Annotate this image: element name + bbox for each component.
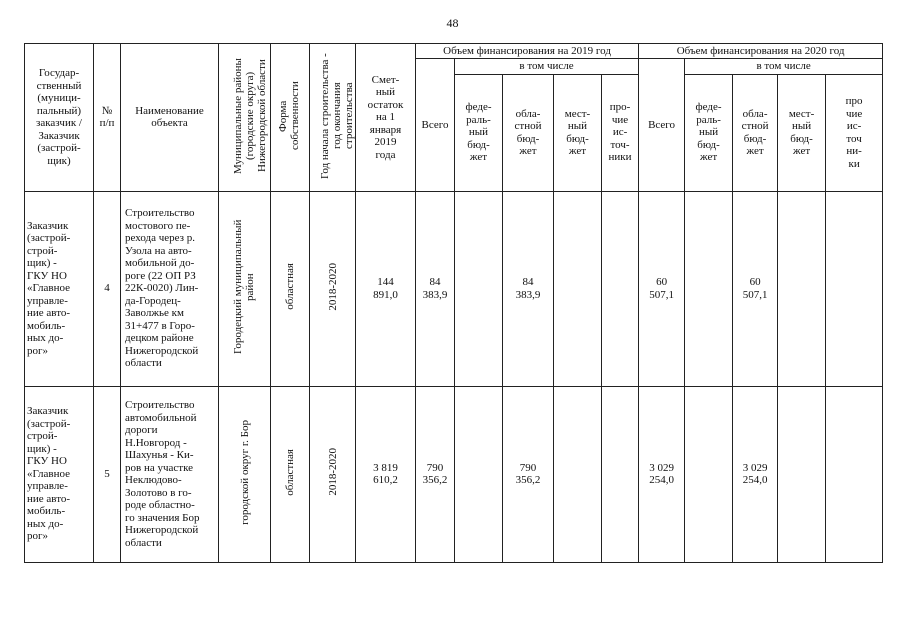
row-object-name: Строительство мостового пе- рехода через р. Узола на авто- мобильной до- роге (22 ОП РЗ 22К-0020) Лин- да-Городец- Заволжье км 31+477 в Горо- децком районе Нижегородской области xyxy=(121,191,219,386)
row-total-2019: 84 383,9 xyxy=(416,191,455,386)
row-ownership-cell xyxy=(271,191,310,386)
header-municipality: Муниципальные районы (городские округа) Нижегородской области xyxy=(231,57,268,174)
header-total-2020: Всего xyxy=(639,59,685,192)
row-years: 2018-2020 xyxy=(326,262,339,311)
row-ownership-cell xyxy=(271,386,310,562)
header-federal-2020: феде- раль- ный бюд- жет xyxy=(685,74,733,191)
row-other-2019 xyxy=(602,191,639,386)
row-total-2020: 60 507,1 xyxy=(639,191,685,386)
row-municipality: Городецкий муниципальный район xyxy=(231,219,256,354)
row-municipality-cell xyxy=(219,386,271,562)
header-other-2019: про- чие ис- точ- ники xyxy=(602,74,639,191)
row-regional-2020: 3 029 254,0 xyxy=(733,386,778,562)
header-balance: Смет- ный остаток на 1 января 2019 года xyxy=(356,44,416,192)
header-total-2019: Всего xyxy=(416,59,455,192)
row-number: 5 xyxy=(94,386,121,562)
row-local-2019 xyxy=(554,191,602,386)
row-other-2020 xyxy=(826,191,883,386)
header-including-2019: в том числе xyxy=(455,59,639,75)
header-years-cell xyxy=(310,44,356,192)
header-including-2020: в том числе xyxy=(685,59,883,75)
row-years-cell xyxy=(310,191,356,386)
row-other-2019 xyxy=(602,386,639,562)
header-fin-2020: Объем финансирования на 2020 год xyxy=(639,44,883,59)
row-total-2019: 790 356,2 xyxy=(416,386,455,562)
row-regional-2019: 84 383,9 xyxy=(503,191,554,386)
table-row xyxy=(25,386,883,562)
header-ownership-cell xyxy=(271,44,310,192)
header-fin-2019: Объем финансирования на 2019 год xyxy=(416,44,639,59)
table-row xyxy=(25,191,883,386)
header-ownership: Форма собственности xyxy=(277,81,301,150)
row-regional-2019: 790 356,2 xyxy=(503,386,554,562)
header-local-2020: мест- ный бюд- жет xyxy=(778,74,826,191)
row-customer: Заказчик (застрой- строй- щик) - ГКУ НО «Главное управле- ние авто- мобиль- ных до- рог» xyxy=(25,191,94,386)
row-local-2020 xyxy=(778,386,826,562)
header-customer: Государ- ственный (муници- пальный) заказчик / Заказчик (застрой- щик) xyxy=(25,44,94,192)
row-ownership: областная xyxy=(284,448,296,496)
header-object-name: Наименование объекта xyxy=(121,44,219,192)
row-balance: 3 819 610,2 xyxy=(356,386,416,562)
row-ownership: областная xyxy=(284,263,296,311)
row-total-2020: 3 029 254,0 xyxy=(639,386,685,562)
header-number: № п/п xyxy=(94,44,121,192)
row-regional-2020: 60 507,1 xyxy=(733,191,778,386)
row-local-2019 xyxy=(554,386,602,562)
row-object-name: Строительство автомобильной дороги Н.Новгород - Шахунья - Ки- ров на участке Неклюдово- Золотово в го- роде областно- го значения Бор Нижегородской области xyxy=(121,386,219,562)
row-other-2020 xyxy=(826,386,883,562)
row-customer: Заказчик (застрой- строй- щик) - ГКУ НО «Главное управле- ние авто- мобиль- ных до- рог» xyxy=(25,386,94,562)
row-federal-2019 xyxy=(455,191,503,386)
page-number: 48 xyxy=(446,16,459,30)
header-regional-2020: обла- стной бюд- жет xyxy=(733,74,778,191)
header-years: Год начала строительства - год окончания строительства xyxy=(318,52,355,179)
row-years: 2018-2020 xyxy=(326,448,339,497)
row-municipality: городской округ г. Бор xyxy=(238,419,251,525)
row-number: 4 xyxy=(94,191,121,386)
financing-table xyxy=(24,43,883,563)
row-federal-2020 xyxy=(685,386,733,562)
row-municipality-cell xyxy=(219,191,271,386)
row-years-cell xyxy=(310,386,356,562)
row-federal-2019 xyxy=(455,386,503,562)
header-other-2020: про чие ис- точ ни- ки xyxy=(826,74,883,191)
header-regional-2019: обла- стной бюд- жет xyxy=(503,74,554,191)
row-balance: 144 891,0 xyxy=(356,191,416,386)
row-local-2020 xyxy=(778,191,826,386)
header-municipality-cell xyxy=(219,44,271,192)
header-federal-2019: феде- раль- ный бюд- жет xyxy=(455,74,503,191)
row-federal-2020 xyxy=(685,191,733,386)
header-local-2019: мест- ный бюд- жет xyxy=(554,74,602,191)
